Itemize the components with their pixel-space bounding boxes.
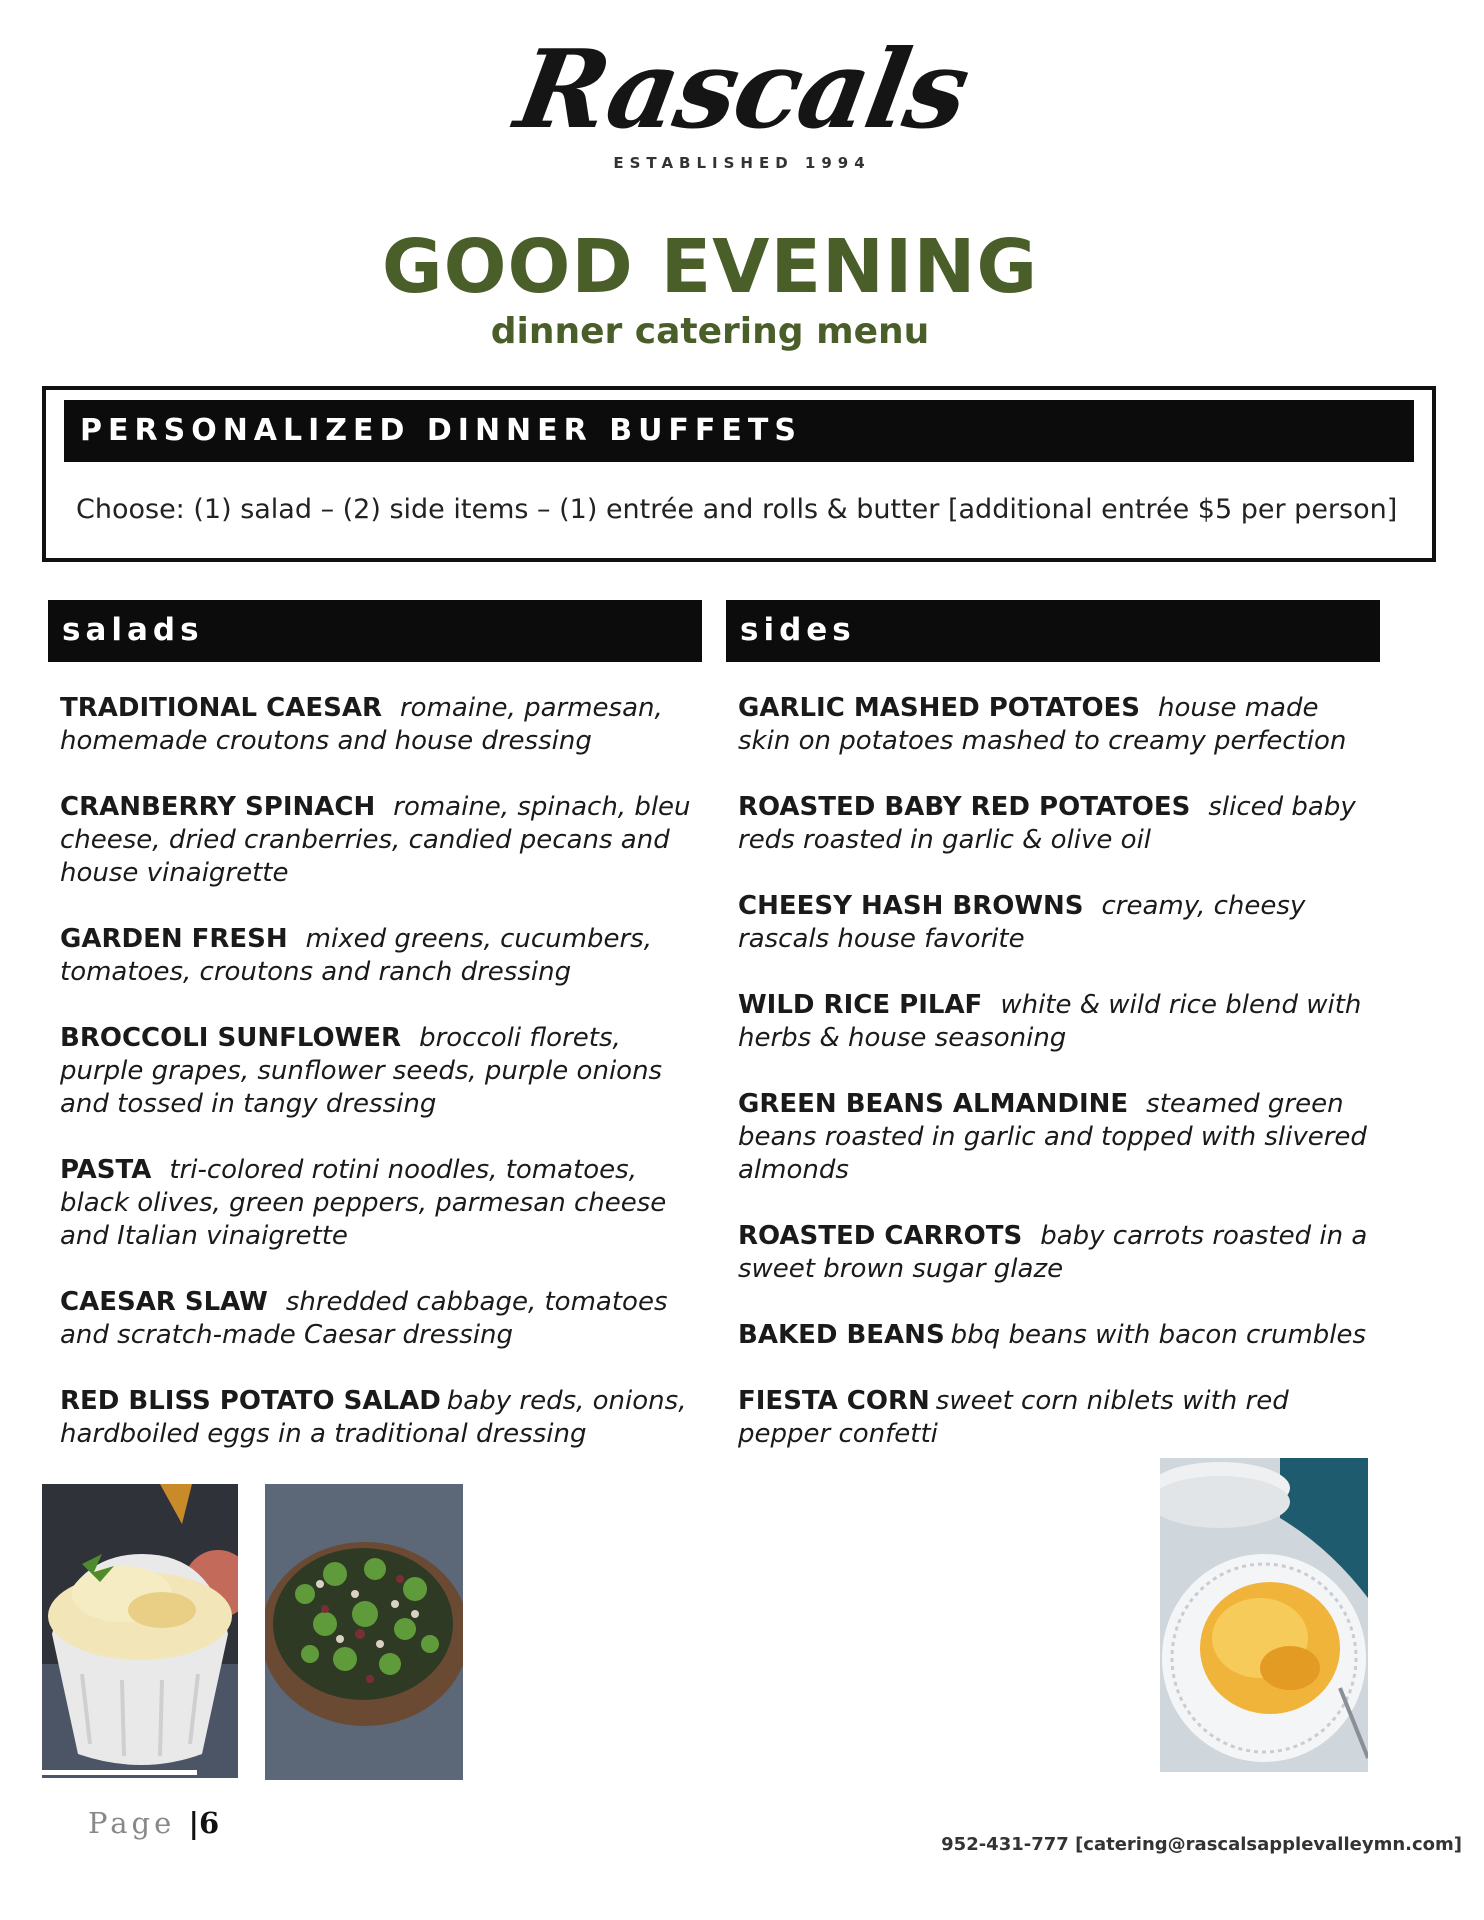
list-item [60,1154,700,1253]
salads-header: salads [48,600,702,662]
broccoli-salad-photo [265,1484,463,1780]
item-name: CRANBERRY SPINACH [60,792,376,822]
item-description: sliced baby reds roasted in garlic & olive oil [738,792,1356,855]
item-name: WILD RICE PILAF [738,990,983,1020]
hash-browns-image [1160,1458,1368,1772]
item-description: mixed greens, cucumbers, tomatoes, croutons and ranch dressing [60,924,652,987]
page-label: Page [88,1806,176,1840]
item-name: ROASTED CARROTS [738,1221,1023,1251]
item-description: sweet corn niblets with red pepper confetti [738,1386,1289,1449]
item-name: RED BLISS POTATO SALAD [60,1386,441,1416]
page-title: GOOD EVENING [381,224,1039,310]
mashed-potatoes-image [42,1484,238,1778]
item-description: creamy, cheesy rascals house favorite [738,891,1306,954]
item-name: PASTA [60,1155,152,1185]
page-number-value: 6 [199,1806,220,1840]
list-item [60,1385,700,1451]
contact-info: 952-431-777 [catering@rascalsapplevalleymn.com] [941,1834,1462,1855]
item-name: CHEESY HASH BROWNS [738,891,1084,921]
list-item [60,791,700,890]
brand-logo [0,27,1484,172]
buffet-description: Choose: (1) salad – (2) side items – (1) entrée and rolls & butter [additional entrée $5 per person] [76,494,1398,525]
item-name: GARLIC MASHED POTATOES [738,693,1141,723]
buffet-title: PERSONALIZED DINNER BUFFETS [64,400,1414,462]
item-description: bbq beans with bacon crumbles [950,1320,1367,1350]
list-item [60,1286,700,1352]
page-subtitle: dinner catering menu [490,311,930,352]
item-description: baby reds, onions, hardboiled eggs in a traditional dressing [60,1386,687,1449]
list-item [738,1088,1378,1187]
buffet-info-box [42,386,1436,562]
item-description: broccoli florets, purple grapes, sunflower seeds, purple onions and tossed in tangy dressing [60,1023,663,1119]
item-description: house made skin on potatoes mashed to creamy perfection [738,693,1347,756]
list-item [738,890,1378,956]
list-item [738,1220,1378,1286]
item-description: white & wild rice blend with herbs & house seasoning [738,990,1362,1053]
list-item [738,1385,1378,1451]
item-name: CAESAR SLAW [60,1287,268,1317]
page-separator: | [188,1806,200,1840]
item-name: ROASTED BABY RED POTATOES [738,792,1191,822]
list-item [60,1022,700,1121]
broccoli-salad-image [265,1484,463,1780]
sides-list [738,692,1378,1484]
item-name: BAKED BEANS [738,1320,945,1350]
list-item [60,692,700,758]
sides-header: sides [726,600,1380,662]
item-name: TRADITIONAL CAESAR [60,693,382,723]
item-name: GREEN BEANS ALMANDINE [738,1089,1129,1119]
mashed-potatoes-photo [42,1484,238,1778]
item-name: GARDEN FRESH [60,924,288,954]
item-name: FIESTA CORN [738,1386,930,1416]
logo-wordmark: Rascals [507,27,977,153]
item-description: baby carrots roasted in a sweet brown sugar glaze [738,1221,1368,1284]
item-name: BROCCOLI SUNFLOWER [60,1023,402,1053]
list-item [738,989,1378,1055]
list-item [738,791,1378,857]
salads-list [60,692,700,1484]
list-item [738,1319,1378,1352]
list-item [738,692,1378,758]
logo-established: ESTABLISHED 1994 [613,154,871,172]
item-description: romaine, spinach, bleu cheese, dried cranberries, candied pecans and house vinaigrette [60,792,691,888]
page-number [88,1806,219,1840]
list-item [60,923,700,989]
hash-browns-photo [1160,1458,1368,1772]
item-description: tri-colored rotini noodles, tomatoes, black olives, green peppers, parmesan cheese and Italian vinaigrette [60,1155,667,1251]
item-description: steamed green beans roasted in garlic and topped with slivered almonds [738,1089,1367,1185]
item-description: romaine, parmesan, homemade croutons and house dressing [60,693,663,756]
item-description: shredded cabbage, tomatoes and scratch-made Caesar dressing [60,1287,668,1350]
